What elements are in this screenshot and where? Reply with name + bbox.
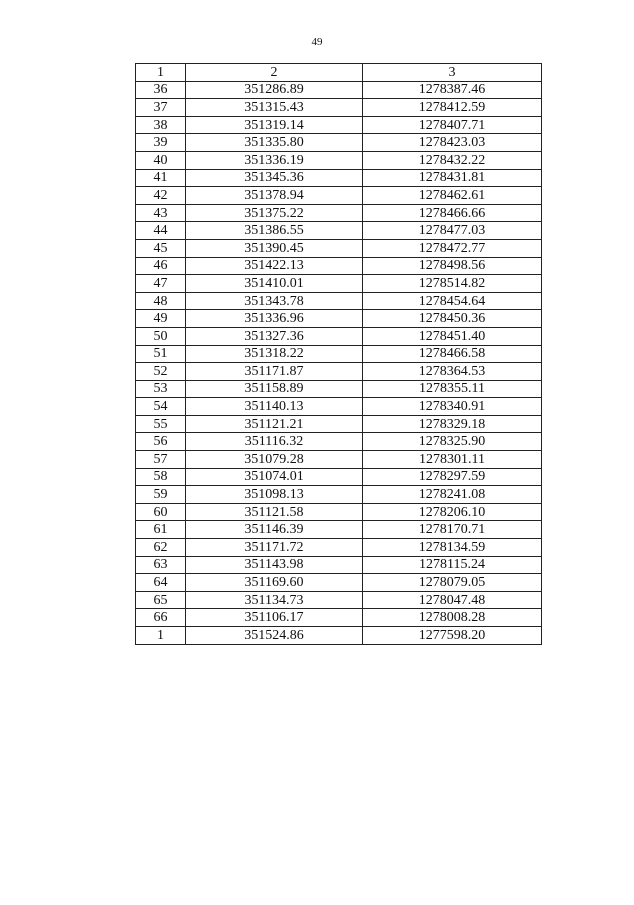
x-coordinate-cell: 351343.78	[186, 292, 363, 310]
y-coordinate-cell: 1278355.11	[363, 380, 542, 398]
y-coordinate-cell: 1278170.71	[363, 521, 542, 539]
y-coordinate-cell: 1278431.81	[363, 169, 542, 187]
table-body	[136, 81, 542, 644]
x-coordinate-cell: 351098.13	[186, 486, 363, 504]
x-coordinate-cell: 351375.22	[186, 204, 363, 222]
table-row	[136, 433, 542, 451]
x-coordinate-cell: 351158.89	[186, 380, 363, 398]
y-coordinate-cell: 1278451.40	[363, 327, 542, 345]
point-number-cell: 56	[136, 433, 186, 451]
point-number-cell: 61	[136, 521, 186, 539]
table-row	[136, 591, 542, 609]
x-coordinate-cell: 351378.94	[186, 187, 363, 205]
point-number-cell: 39	[136, 134, 186, 152]
x-coordinate-cell: 351171.87	[186, 363, 363, 381]
y-coordinate-cell: 1278412.59	[363, 99, 542, 117]
point-number-cell: 49	[136, 310, 186, 328]
y-coordinate-cell: 1278301.11	[363, 451, 542, 469]
table-row	[136, 451, 542, 469]
point-number-cell: 47	[136, 275, 186, 293]
point-number-cell: 48	[136, 292, 186, 310]
table-row	[136, 574, 542, 592]
table-row	[136, 345, 542, 363]
table-row	[136, 609, 542, 627]
table-row	[136, 327, 542, 345]
point-number-cell: 51	[136, 345, 186, 363]
header-row	[136, 64, 542, 82]
table-row	[136, 222, 542, 240]
table-row	[136, 415, 542, 433]
point-number-cell: 41	[136, 169, 186, 187]
y-coordinate-cell: 1278047.48	[363, 591, 542, 609]
column-header-1: 1	[136, 64, 186, 82]
y-coordinate-cell: 1277598.20	[363, 627, 542, 645]
column-header-3: 3	[363, 64, 542, 82]
table-header	[136, 64, 542, 82]
y-coordinate-cell: 1278206.10	[363, 503, 542, 521]
x-coordinate-cell: 351335.80	[186, 134, 363, 152]
y-coordinate-cell: 1278454.64	[363, 292, 542, 310]
table-row	[136, 169, 542, 187]
table-row	[136, 627, 542, 645]
x-coordinate-cell: 351169.60	[186, 574, 363, 592]
table-row	[136, 486, 542, 504]
table-row	[136, 556, 542, 574]
x-coordinate-cell: 351146.39	[186, 521, 363, 539]
y-coordinate-cell: 1278340.91	[363, 398, 542, 416]
x-coordinate-cell: 351121.58	[186, 503, 363, 521]
table-row	[136, 187, 542, 205]
y-coordinate-cell: 1278008.28	[363, 609, 542, 627]
coordinates-table	[135, 63, 542, 645]
table-row	[136, 81, 542, 99]
x-coordinate-cell: 351386.55	[186, 222, 363, 240]
y-coordinate-cell: 1278472.77	[363, 239, 542, 257]
y-coordinate-cell: 1278134.59	[363, 539, 542, 557]
x-coordinate-cell: 351410.01	[186, 275, 363, 293]
point-number-cell: 64	[136, 574, 186, 592]
x-coordinate-cell: 351524.86	[186, 627, 363, 645]
y-coordinate-cell: 1278115.24	[363, 556, 542, 574]
table-row	[136, 363, 542, 381]
point-number-cell: 40	[136, 151, 186, 169]
x-coordinate-cell: 351315.43	[186, 99, 363, 117]
x-coordinate-cell: 351336.19	[186, 151, 363, 169]
column-header-2: 2	[186, 64, 363, 82]
table-row	[136, 134, 542, 152]
table-row	[136, 380, 542, 398]
y-coordinate-cell: 1278514.82	[363, 275, 542, 293]
x-coordinate-cell: 351171.72	[186, 539, 363, 557]
x-coordinate-cell: 351106.17	[186, 609, 363, 627]
table-row	[136, 539, 542, 557]
table-row	[136, 292, 542, 310]
point-number-cell: 37	[136, 99, 186, 117]
x-coordinate-cell: 351134.73	[186, 591, 363, 609]
table-row	[136, 116, 542, 134]
point-number-cell: 52	[136, 363, 186, 381]
point-number-cell: 36	[136, 81, 186, 99]
y-coordinate-cell: 1278450.36	[363, 310, 542, 328]
point-number-cell: 1	[136, 627, 186, 645]
point-number-cell: 38	[136, 116, 186, 134]
x-coordinate-cell: 351286.89	[186, 81, 363, 99]
x-coordinate-cell: 351079.28	[186, 451, 363, 469]
y-coordinate-cell: 1278079.05	[363, 574, 542, 592]
y-coordinate-cell: 1278462.61	[363, 187, 542, 205]
x-coordinate-cell: 351318.22	[186, 345, 363, 363]
y-coordinate-cell: 1278325.90	[363, 433, 542, 451]
y-coordinate-cell: 1278432.22	[363, 151, 542, 169]
y-coordinate-cell: 1278477.03	[363, 222, 542, 240]
table-row	[136, 151, 542, 169]
point-number-cell: 43	[136, 204, 186, 222]
y-coordinate-cell: 1278466.66	[363, 204, 542, 222]
table-row	[136, 398, 542, 416]
point-number-cell: 65	[136, 591, 186, 609]
x-coordinate-cell: 351422.13	[186, 257, 363, 275]
y-coordinate-cell: 1278297.59	[363, 468, 542, 486]
page-number: 49	[311, 36, 323, 48]
point-number-cell: 42	[136, 187, 186, 205]
table-row	[136, 468, 542, 486]
x-coordinate-cell: 351074.01	[186, 468, 363, 486]
y-coordinate-cell: 1278364.53	[363, 363, 542, 381]
point-number-cell: 62	[136, 539, 186, 557]
x-coordinate-cell: 351140.13	[186, 398, 363, 416]
point-number-cell: 54	[136, 398, 186, 416]
y-coordinate-cell: 1278423.03	[363, 134, 542, 152]
table-row	[136, 239, 542, 257]
point-number-cell: 59	[136, 486, 186, 504]
point-number-cell: 57	[136, 451, 186, 469]
point-number-cell: 46	[136, 257, 186, 275]
x-coordinate-cell: 351336.96	[186, 310, 363, 328]
point-number-cell: 44	[136, 222, 186, 240]
table-row	[136, 257, 542, 275]
point-number-cell: 55	[136, 415, 186, 433]
point-number-cell: 53	[136, 380, 186, 398]
y-coordinate-cell: 1278407.71	[363, 116, 542, 134]
table-row	[136, 503, 542, 521]
table-row	[136, 204, 542, 222]
y-coordinate-cell: 1278498.56	[363, 257, 542, 275]
x-coordinate-cell: 351345.36	[186, 169, 363, 187]
y-coordinate-cell: 1278466.58	[363, 345, 542, 363]
table-row	[136, 99, 542, 117]
table-row	[136, 521, 542, 539]
table-row	[136, 310, 542, 328]
x-coordinate-cell: 351116.32	[186, 433, 363, 451]
x-coordinate-cell: 351319.14	[186, 116, 363, 134]
x-coordinate-cell: 351327.36	[186, 327, 363, 345]
y-coordinate-cell: 1278387.46	[363, 81, 542, 99]
point-number-cell: 45	[136, 239, 186, 257]
table-row	[136, 275, 542, 293]
x-coordinate-cell: 351121.21	[186, 415, 363, 433]
point-number-cell: 66	[136, 609, 186, 627]
x-coordinate-cell: 351143.98	[186, 556, 363, 574]
point-number-cell: 60	[136, 503, 186, 521]
point-number-cell: 58	[136, 468, 186, 486]
y-coordinate-cell: 1278329.18	[363, 415, 542, 433]
point-number-cell: 50	[136, 327, 186, 345]
point-number-cell: 63	[136, 556, 186, 574]
y-coordinate-cell: 1278241.08	[363, 486, 542, 504]
x-coordinate-cell: 351390.45	[186, 239, 363, 257]
